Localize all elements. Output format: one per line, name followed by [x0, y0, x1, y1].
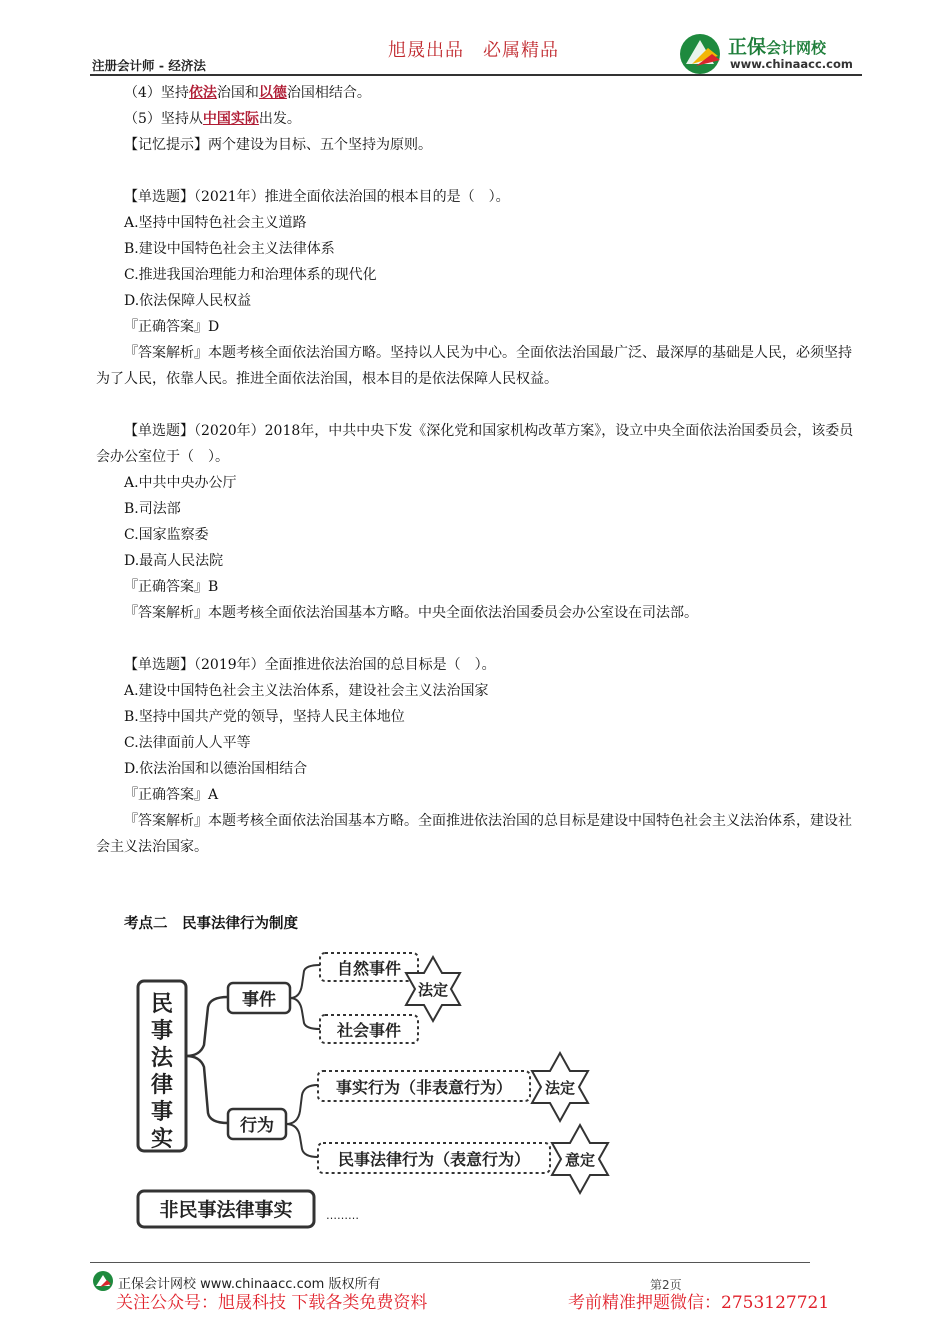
- footer-copyright: 正保会计网校 www.chinaacc.com 版权所有: [118, 1277, 381, 1292]
- connector-factual: [286, 1085, 318, 1124]
- footer-promo-left: 关注公众号：旭晟科技 下载各类免费资料: [116, 1293, 428, 1313]
- item4-keyword-2: 以德: [258, 85, 287, 101]
- root-char-5: 事: [150, 1100, 174, 1125]
- ellipsis-label: ………: [326, 1209, 359, 1222]
- question-block-3: [96, 652, 862, 860]
- header-slogan: 旭晟出品 必属精品: [388, 40, 559, 61]
- correct-answer: 『正确答案』D: [124, 319, 220, 335]
- connector-natural: [290, 965, 320, 998]
- connector-act: [186, 1056, 228, 1123]
- civil-act-label: 民事法律行为（表意行为）: [337, 1150, 531, 1169]
- principle-item-5: [96, 106, 862, 132]
- logo-url: www.chinaacc.com: [730, 57, 853, 71]
- root-char-6: 实: [150, 1127, 174, 1152]
- item5-text-post: 出发。: [258, 111, 301, 127]
- question-block-1: [96, 184, 862, 392]
- correct-answer: 『正确答案』B: [124, 579, 219, 595]
- option-a: A.坚持中国特色社会主义道路: [124, 215, 307, 231]
- non-fact-label: 非民事法律事实: [159, 1199, 293, 1221]
- document-body: [96, 80, 862, 860]
- civil-legal-fact-diagram: [130, 945, 650, 1235]
- footer-page-number: 第2页: [650, 1278, 682, 1292]
- spacer: [96, 392, 862, 418]
- question-stem: 【单选题】（2020年）2018年，中共中央下发《深化党和国家机构改革方案》，设立中央全面依法治国委员会，该委员会办公室位于（ ）。: [96, 423, 854, 465]
- option-c: C.推进我国治理能力和治理体系的现代化: [124, 267, 377, 283]
- option-a: A.建设中国特色社会主义法治体系，建设社会主义法治国家: [124, 683, 489, 699]
- header-course-title: 注册会计师 - 经济法: [92, 58, 206, 73]
- memory-tip: 【记忆提示】两个建设为目标、五个坚持为原则。: [124, 137, 432, 153]
- social-event-label: 社会事件: [336, 1021, 402, 1040]
- connector-event: [186, 997, 228, 1056]
- connector-social: [290, 998, 320, 1029]
- root-char-3: 法: [150, 1046, 174, 1071]
- event-star-label: 法定: [417, 981, 449, 999]
- option-b: B.坚持中国共产党的领导，坚持人民主体地位: [124, 709, 405, 725]
- option-d: D.依法保障人民权益: [124, 293, 252, 309]
- answer-analysis: 『答案解析』本题考核全面依法治国基本方略。中央全面依法治国委员会办公室设在司法部。: [124, 605, 698, 621]
- correct-answer: 『正确答案』A: [124, 787, 219, 803]
- footer-logo-icon: [92, 1270, 114, 1292]
- item5-text-pre: （5）坚持从: [124, 111, 203, 127]
- item4-text-post: 治国相结合。: [286, 85, 371, 101]
- spacer: [96, 626, 862, 652]
- footer-rule: [90, 1262, 810, 1263]
- question-stem: 【单选题】（2019年）全面推进依法治国的总目标是（ ）。: [124, 657, 496, 673]
- factual-star-label: 法定: [544, 1079, 576, 1097]
- logo-emblem-icon: [678, 30, 726, 78]
- natural-event-label: 自然事件: [336, 959, 402, 978]
- answer-analysis: 『答案解析』本题考核全面依法治国基本方略。全面推进依法治国的总目标是建设中国特色社会主义法治体系，建设社会主义法治国家。: [96, 813, 852, 855]
- section-title: 考点二 民事法律行为制度: [124, 916, 298, 932]
- root-char-2: 事: [150, 1019, 174, 1044]
- option-c: C.国家监察委: [124, 527, 209, 543]
- option-b: B.司法部: [124, 501, 181, 517]
- option-d: D.最高人民法院: [124, 553, 224, 569]
- root-char-1: 民: [150, 992, 174, 1017]
- option-d: D.依法治国和以德治国相结合: [124, 761, 308, 777]
- question-stem: 【单选题】（2021年）推进全面依法治国的根本目的是（ ）。: [124, 189, 510, 205]
- connector-civil: [286, 1124, 318, 1157]
- principle-item-4: [96, 80, 862, 106]
- factual-act-label: 事实行为（非表意行为）: [335, 1078, 513, 1097]
- act-label: 行为: [240, 1116, 274, 1136]
- footer-promo-right: 考前精准押题微信：2753127721: [568, 1293, 830, 1313]
- root-char-4: 律: [150, 1073, 174, 1098]
- item4-text-mid: 治国和: [216, 85, 259, 101]
- chinaacc-logo: [678, 30, 878, 78]
- option-a: A.中共中央办公厅: [124, 475, 237, 491]
- civil-star-label: 意定: [564, 1151, 596, 1169]
- option-c: C.法律面前人人平等: [124, 735, 251, 751]
- item4-text-pre: （4）坚持: [124, 85, 189, 101]
- header-rule: [90, 74, 862, 76]
- item5-keyword: 中国实际: [202, 111, 259, 127]
- event-label: 事件: [242, 990, 276, 1010]
- logo-name: [728, 32, 826, 59]
- logo-name-tail: 会计网校: [766, 39, 827, 57]
- spacer: [96, 158, 862, 184]
- answer-analysis: 『答案解析』本题考核全面依法治国方略。坚持以人民为中心。全面依法治国最广泛、最深厚的基础是人民，必须坚持为了人民，依靠人民。推进全面依法治国，根本目的是依法保障人民权益。: [96, 345, 852, 387]
- logo-name-main: 正保: [728, 36, 767, 58]
- question-block-2: [96, 418, 862, 626]
- item4-keyword-1: 依法: [188, 85, 217, 101]
- option-b: B.建设中国特色社会主义法律体系: [124, 241, 335, 257]
